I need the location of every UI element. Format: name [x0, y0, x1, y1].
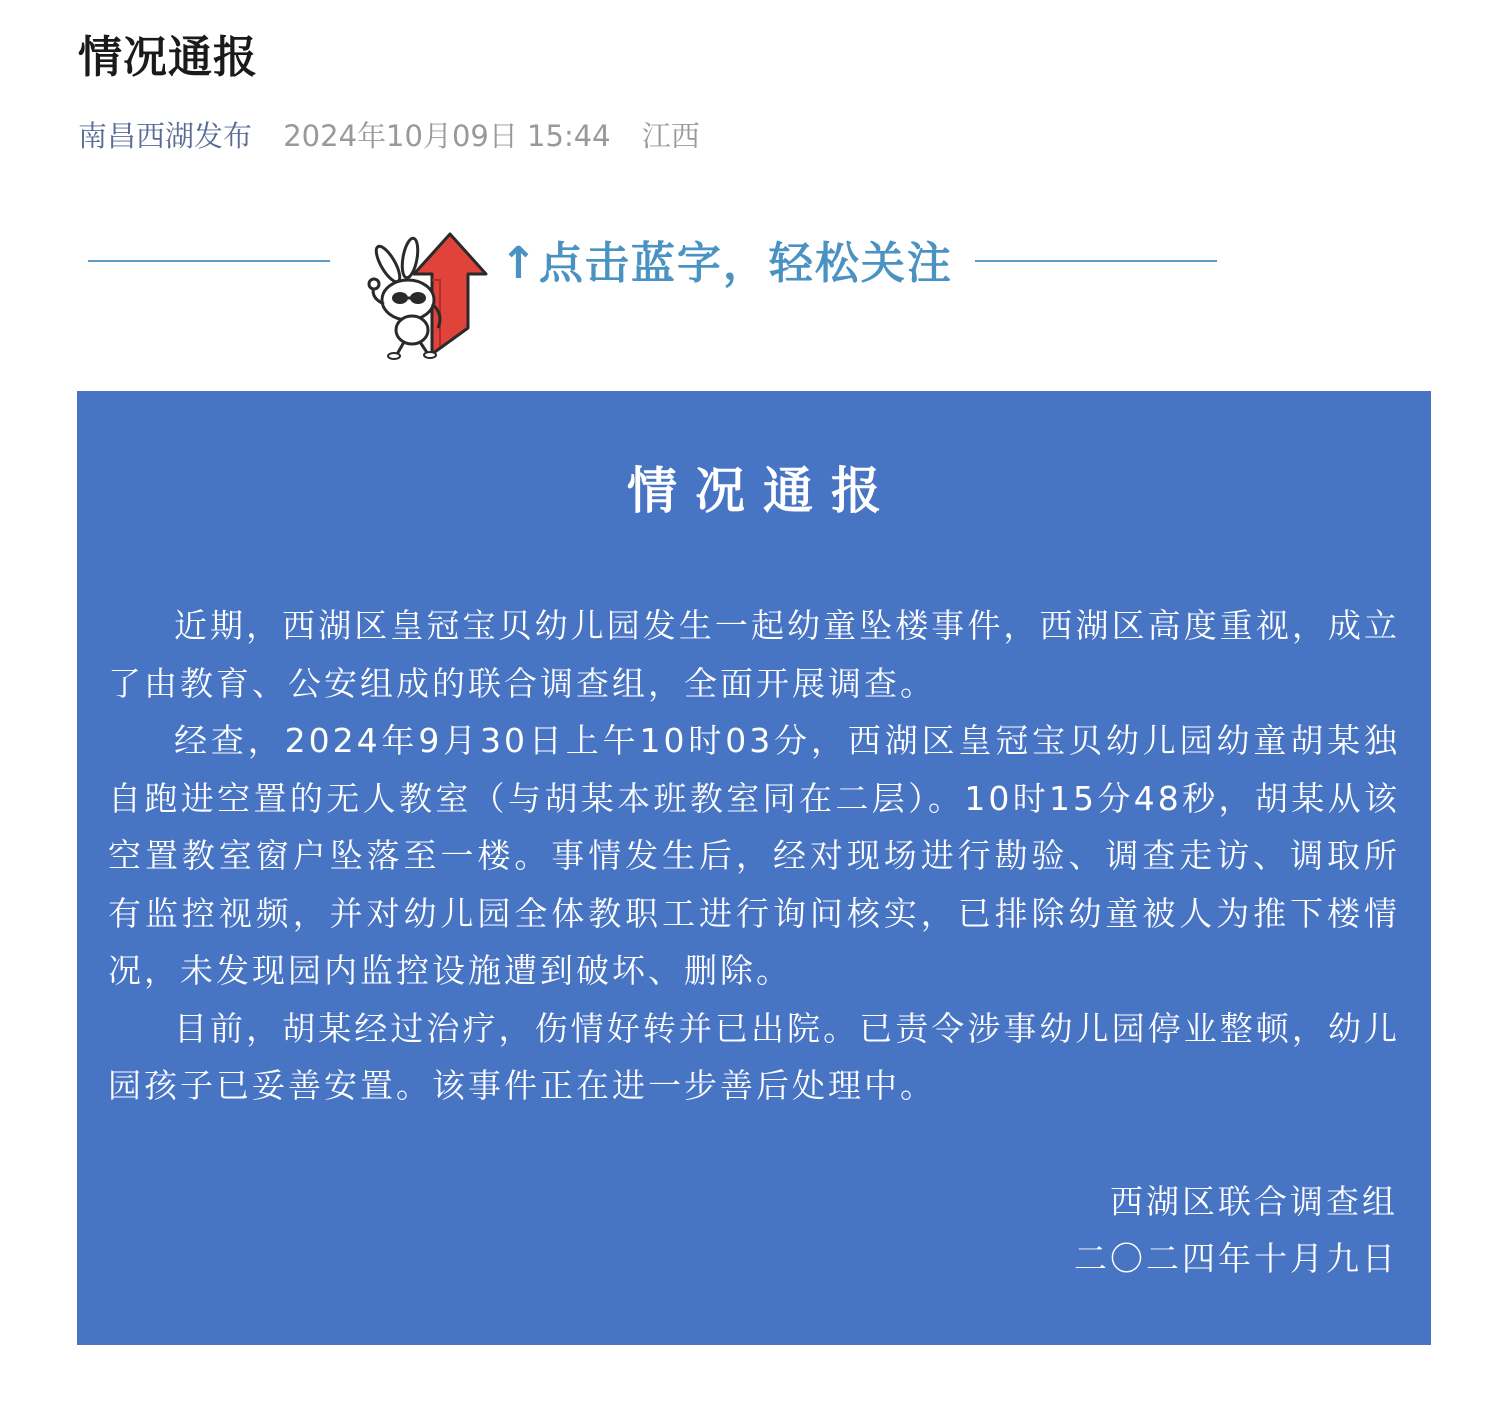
banner-divider-right — [975, 260, 1217, 262]
rabbit-mascot-icon — [362, 228, 492, 360]
notice-image — [77, 391, 1431, 1345]
notice-paragraph: 近期，西湖区皇冠宝贝幼儿园发生一起幼童坠楼事件，西湖区高度重视，成立了由教育、公安组成的联合调查组，全面开展调查。 — [108, 606, 1400, 703]
account-name-link[interactable]: 南昌西湖发布 — [78, 119, 253, 153]
notice-signature-block — [1074, 1173, 1398, 1287]
ip-region: 江西 — [641, 119, 700, 153]
follow-banner[interactable] — [0, 222, 1500, 362]
notice-sign-date: 二〇二四年十月九日 — [1074, 1239, 1398, 1278]
notice-signature: 西湖区联合调查组 — [1110, 1182, 1398, 1221]
publish-date: 2024年10月09日 15:44 — [283, 119, 611, 153]
article-title: 情况通报 — [78, 32, 258, 83]
notice-title: 情况通报 — [627, 462, 899, 520]
follow-prompt-text[interactable]: ↑点击蓝字，轻松关注 — [500, 238, 953, 289]
notice-body — [108, 597, 1400, 1115]
article-meta — [78, 116, 700, 156]
notice-paragraph: 目前，胡某经过治疗，伤情好转并已出院。已责令涉事幼儿园停业整顿，幼儿园孩子已妥善安置。该事件正在进一步善后处理中。 — [108, 1008, 1400, 1105]
notice-paragraph: 经查，2024年9月30日上午10时03分，西湖区皇冠宝贝幼儿园幼童胡某独自跑进空置的无人教室（与胡某本班教室同在二层）。10时15分48秒，胡某从该空置教室窗户坠落至一楼。事情发生后，经对现场进行勘验、调查走访、调取所有监控视频，并对幼儿园全体教职工进行询问核实，已排除幼童被人为推下楼情况，未发现园内监控设施遭到破坏、删除。 — [108, 721, 1400, 990]
banner-divider-left — [88, 260, 330, 262]
